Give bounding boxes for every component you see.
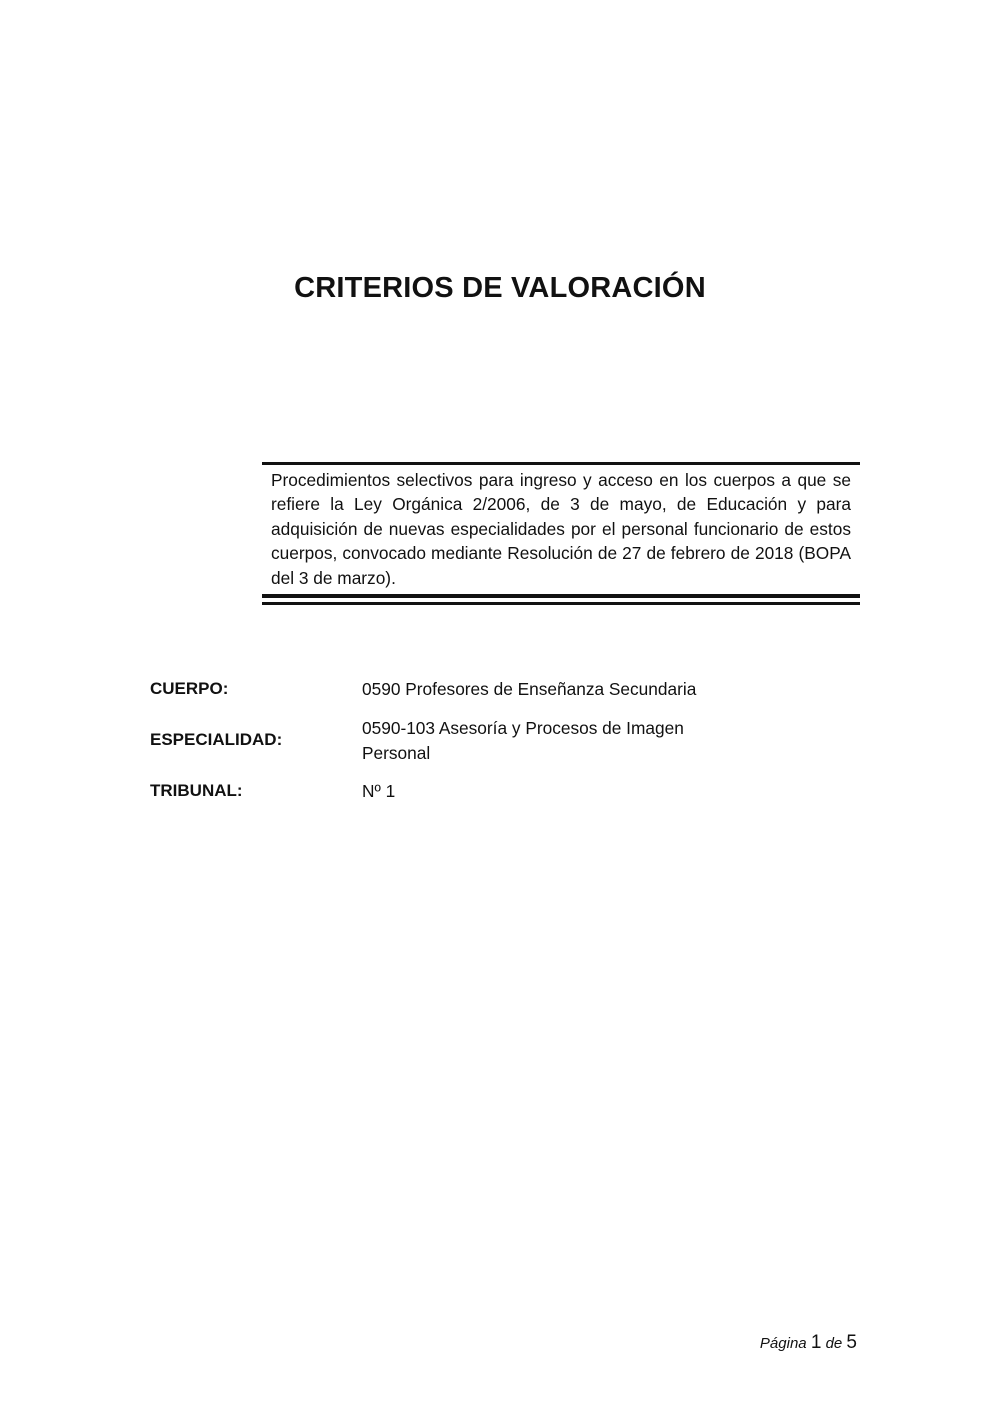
cuerpo-label: CUERPO: (150, 679, 229, 698)
total-pages-number: 5 (846, 1332, 857, 1353)
intro-paragraph: Procedimientos selectivos para ingreso y acceso en los cuerpos a que se refiere la Ley Orgánica 2/2006, de 3 de mayo, de Educación y para adquisición de nuevas especialidades por el personal funcionario de estos cuerpos, convocado mediante Resolución de 27 de febrero de 2018 (BOPA del 3 de marzo). (271, 470, 851, 588)
page-word: Página (759, 1335, 807, 1352)
of-word: de (825, 1335, 843, 1352)
cuerpo-value: 0590 Profesores de Enseñanza Secundaria (362, 679, 697, 699)
tribunal-label: TRIBUNAL: (150, 781, 243, 800)
tribunal-value: Nº 1 (362, 781, 396, 801)
intro-box (262, 462, 860, 605)
bottom-double-rule (262, 594, 860, 605)
page-footer (760, 1332, 857, 1354)
especialidad-label: ESPECIALIDAD: (150, 730, 283, 749)
especialidad-value: 0590-103 Asesoría y Procesos de Imagen Personal (362, 718, 684, 763)
document-title: CRITERIOS DE VALORACIÓN (294, 272, 706, 304)
current-page-number: 1 (810, 1332, 822, 1353)
